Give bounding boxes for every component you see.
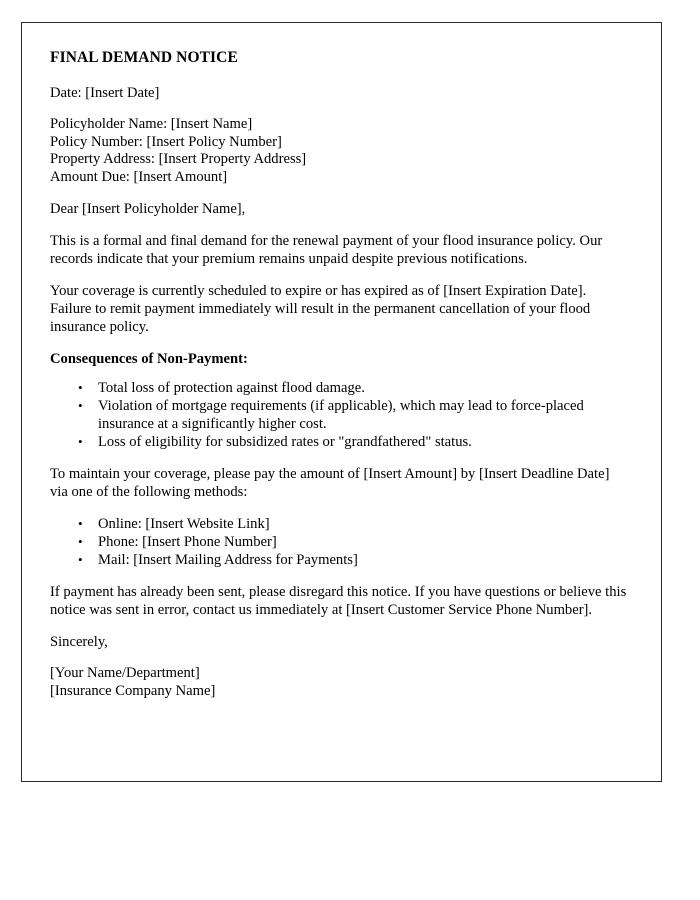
list-item: • Total loss of protection against flood damage.	[88, 379, 627, 397]
document-page	[21, 22, 662, 782]
amount-due-line: Amount Due: [Insert Amount]	[50, 168, 228, 185]
paragraph-demand: This is a formal and final demand for the renewal payment of your flood insurance policy. Our records indicate that your premium remains unpaid despite previous notifications.	[50, 233, 603, 267]
disregard-notice: If payment has already been sent, please disregard this notice. If you have questions or believe this notice was sent in error, contact us immediately at [Insert Customer Service Phone Number].	[50, 584, 627, 618]
signer-name-line: [Your Name/Department]	[50, 665, 200, 681]
page-title: FINAL DEMAND NOTICE	[50, 49, 238, 66]
signature-block	[50, 665, 627, 700]
date-line: Date: [Insert Date]	[50, 85, 160, 101]
consequences-list	[50, 379, 627, 451]
salutation: Dear [Insert Policyholder Name],	[50, 201, 246, 217]
company-name-line: [Insurance Company Name]	[50, 682, 216, 699]
list-item: • Violation of mortgage requirements (if applicable), which may lead to force-placed insurance at a significantly higher cost.	[88, 397, 627, 433]
list-item: • Phone: [Insert Phone Number]	[88, 533, 627, 551]
list-item: • Loss of eligibility for subsidized rates or "grandfathered" status.	[88, 433, 627, 451]
property-address-line: Property Address: [Insert Property Address]	[50, 151, 307, 167]
payment-methods-list	[50, 515, 627, 569]
closing-salutation: Sincerely,	[50, 634, 108, 650]
payment-instructions: To maintain your coverage, please pay the amount of [Insert Amount] by [Insert Deadline Date] via one of the following methods:	[50, 466, 610, 500]
policyholder-name-line: Policyholder Name: [Insert Name]	[50, 116, 253, 132]
recipient-details-block	[50, 116, 627, 186]
paragraph-expiration: Your coverage is currently scheduled to expire or has expired as of [Insert Expiration Date]. Failure to remit payment immediately will result in the permanent cancellation of your flood insurance policy.	[50, 283, 591, 335]
list-item: • Online: [Insert Website Link]	[88, 515, 627, 533]
policy-number-line: Policy Number: [Insert Policy Number]	[50, 133, 282, 150]
consequences-heading: Consequences of Non-Payment:	[50, 351, 248, 367]
list-item: • Mail: [Insert Mailing Address for Payments]	[88, 551, 627, 569]
